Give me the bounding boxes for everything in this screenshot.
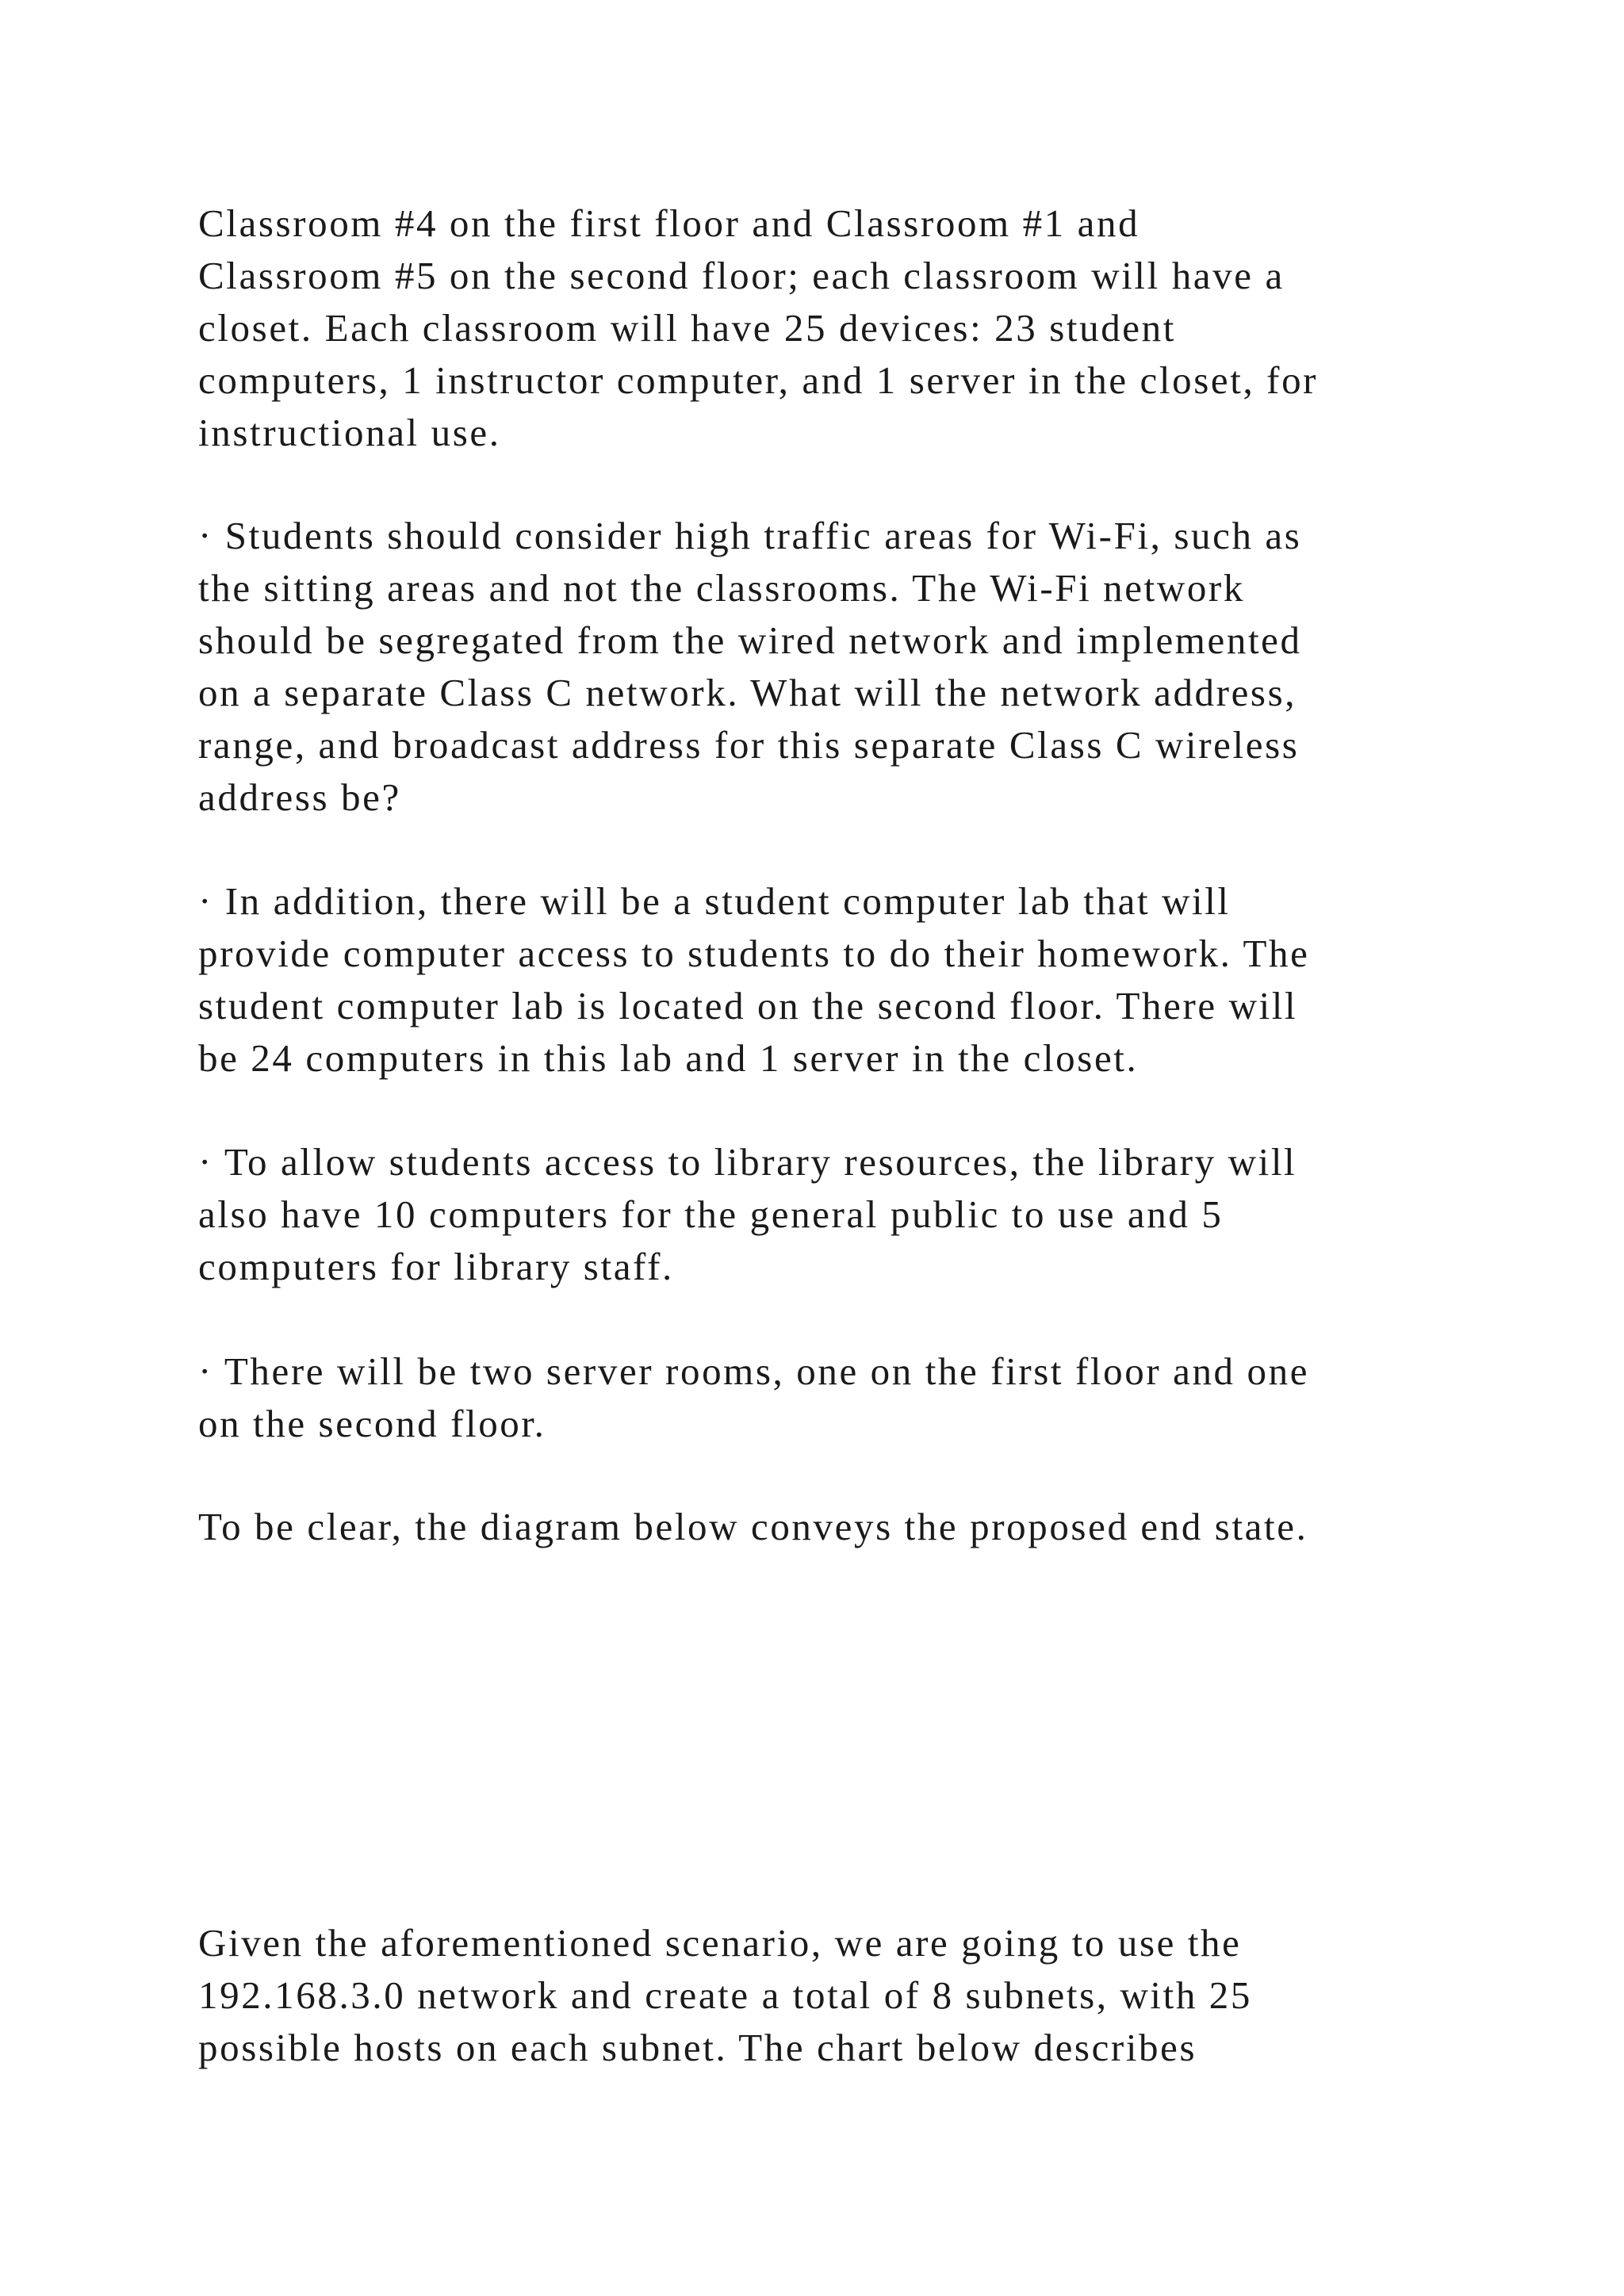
text-line: computers, 1 instructor computer, and 1 server in the closet, for [198,358,1319,402]
text-line: instructional use. [198,411,501,454]
text-line: also have 10 computers for the general public to use and 5 [198,1192,1224,1236]
text-line: on the second floor. [198,1402,546,1445]
text-line: computers for library staff. [198,1245,674,1288]
text-line: provide computer access to students to do their homework. The [198,932,1310,975]
text-line: · To allow students access to library resources, the library will [198,1140,1297,1184]
text-line: range, and broadcast address for this separate Class C wireless [198,723,1300,767]
text-line: the sitting areas and not the classrooms. The Wi-Fi network [198,566,1245,610]
text-line: student computer lab is located on the second floor. There will [198,984,1298,1027]
text-line: To be clear, the diagram below conveys the proposed end state. [198,1505,1308,1548]
text-line: on a separate Class C network. What will the network address, [198,671,1297,714]
text-line: Given the aforementioned scenario, we are going to use the [198,1921,1242,1965]
paragraph-server-rooms-bullet [198,1345,1483,1450]
text-line: possible hosts on each subnet. The chart below describes [198,2026,1197,2069]
text-line: · There will be two server rooms, one on the first floor and one [198,1349,1310,1393]
text-line: Classroom #4 on the first floor and Classroom #1 and [198,201,1140,245]
text-line: · In addition, there will be a student computer lab that will [198,879,1231,923]
text-line: closet. Each classroom will have 25 devices: 23 student [198,306,1176,350]
text-line: 192.168.3.0 network and create a total of 8 subnets, with 25 [198,1973,1253,2017]
text-line: · Students should consider high traffic areas for Wi-Fi, such as [198,514,1302,557]
paragraph-subnet-scenario [198,1917,1483,2074]
paragraph-computer-lab-bullet [198,875,1483,1085]
text-line: be 24 computers in this lab and 1 server in the closet. [198,1036,1139,1080]
text-line: should be segregated from the wired network and implemented [198,618,1302,662]
paragraph-classrooms [198,197,1483,459]
paragraph-library-bullet [198,1136,1483,1293]
paragraph-diagram-intro [198,1501,1483,1553]
text-line: address be? [198,775,401,819]
paragraph-wifi-bullet [198,510,1483,824]
text-line: Classroom #5 on the second floor; each classroom will have a [198,254,1285,297]
